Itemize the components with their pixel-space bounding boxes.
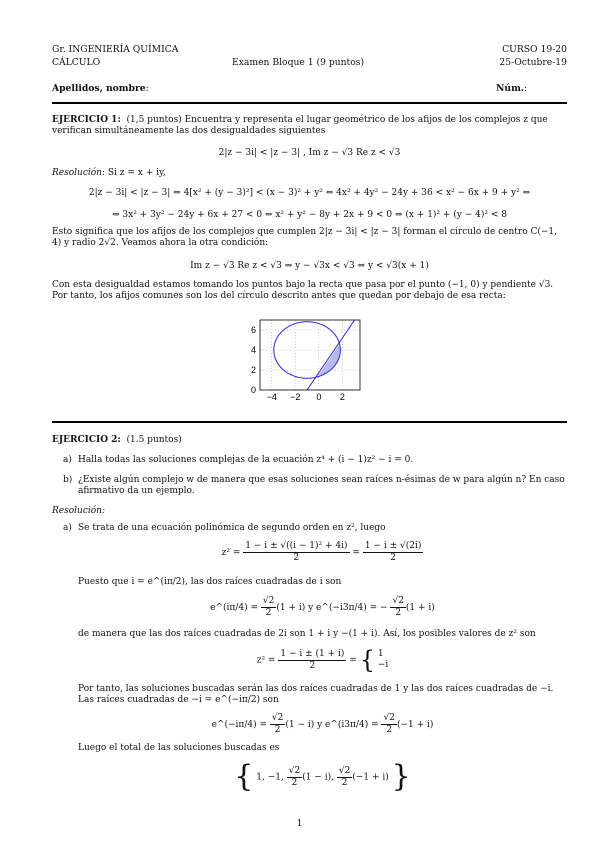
course-group: Gr. INGENIERÍA QUÍMICA: [52, 44, 179, 55]
exercise-1-resolution-intro: Resolución: Si z = x + iy,: [52, 168, 166, 178]
circle-curve: [274, 322, 341, 379]
right-brace-icon: }: [391, 759, 411, 794]
sentence-roots-of-i: Puesto que i = e^(iπ/2), las dos raíces cuadradas de i son: [78, 577, 342, 587]
left-brace-icon: {: [234, 759, 254, 794]
sentence-roots-of-2i: de manera que las dos raíces cuadradas de 2i son 1 + i y −(1 + i). Así, los posibles valores de z² son: [78, 629, 536, 639]
equation-roots-of-minus-i: e^(−iπ/4) = $\frac{√2}{2}$ (1 − i) y e^(i3π/4) = $\frac{√2}{2}$ (−1 + i): [211, 713, 434, 735]
exercise-1-statement: EJERCICIO 1: (1,5 puntos) Encuentra y representa el lugar geométrico de los afijos de los complejos z que verifican simultáneamente las dos desigualdades siguientes: [52, 115, 548, 137]
y-tick-label: 4: [250, 345, 256, 355]
solution-set: { 1, −1, $\frac{√2}{2}$ (1 − i), $\frac{√2}{2}$ (−1 + i) }: [234, 759, 411, 794]
sentence-total-solutions: Luego el total de las soluciones buscadas es: [78, 743, 280, 753]
y-tick-label: 6: [250, 325, 256, 335]
exercise-1-step-3: Im z − √3 Re z < √3 ⇔ y − √3x < √3 ⇔ y < √3(x + 1): [190, 261, 429, 271]
x-tick-label: 0: [316, 392, 322, 402]
item-b-statement: ¿Existe algún complejo w de manera que esas soluciones sean raíces n-ésimas de w para algún n? En caso afirmativo da un ejemplo.: [78, 475, 565, 497]
exercise-1-inequalities: 2|z − 3i| < |z − 3| , Im z − √3 Re z < √3: [218, 148, 401, 158]
equation-z-squared: z² = $\frac{\text{1 − i ± √((i − 1)² + 4i)}}{2}$ = $\frac{1 - i \pm √(2i)}{2}$: [221, 541, 422, 563]
x-tick-label: −2: [290, 392, 301, 402]
sentence-final-roots: Por tanto, las soluciones buscadas serán las dos raíces cuadradas de 1 y las dos raíces cuadradas de −i. Las raíces cuadradas de −i = e^(−iπ/2) son: [78, 684, 554, 706]
brace-icon: {: [359, 646, 375, 674]
y-tick-label: 2: [250, 365, 256, 375]
page-number: 1: [296, 818, 303, 829]
item-a-marker: a): [63, 455, 72, 465]
exercise-2-resolution-label: Resolución:: [52, 506, 105, 516]
resolution-a-intro: Se trata de una ecuación polinómica de segundo orden en z², luego: [78, 523, 386, 533]
exam-title: Examen Bloque 1 (9 puntos): [232, 57, 365, 68]
exercise-1-step-1: 2|z − 3i| < |z − 3| ⇔ 4[x² + (y − 3)²] < (x − 3)² + y² ⇔ 4x² + 4y² − 24y + 36 < x² − 6x + 9 + y² ⇔: [88, 188, 531, 198]
item-b-marker: b): [63, 475, 73, 485]
x-tick-label: 2: [339, 392, 345, 402]
y-tick-label: 0: [250, 385, 256, 395]
header-divider: [52, 102, 567, 104]
exercise-2-heading: EJERCICIO 2: (1.5 puntos): [52, 435, 182, 445]
region-plot: [240, 312, 370, 408]
exercise-divider: [52, 421, 567, 423]
item-a-statement: Halla todas las soluciones complejas de la ecuación z⁴ + (i − 1)z² − i = 0.: [78, 455, 414, 465]
course-year: CURSO 19-20: [502, 44, 567, 55]
name-field-label: Apellidos, nombre:: [52, 83, 149, 94]
exercise-1-circle-paragraph: Esto significa que los afijos de los complejos que cumplen 2|z − 3i| < |z − 3| forman el círculo de centro C(−1, 4) y radio 2√2. Veamos ahora la otra condición:: [52, 227, 558, 249]
number-field-label: Núm.:: [496, 83, 528, 94]
resolution-a-marker: a): [63, 523, 72, 533]
subject: CÁLCULO: [52, 57, 101, 68]
exam-date: 25-Octubre-19: [499, 57, 567, 68]
exercise-1-step-2: ⇔ 3x² + 3y² − 24y + 6x + 27 < 0 ⇔ x² + y² − 8y + 2x + 9 < 0 ⇔ (x + 1)² + (y − 4)² < 8: [112, 210, 507, 220]
equation-roots-of-i: e^(iπ/4) = $\frac{√2}{2}$ (1 + i) y e^(−i3π/4) = − $\frac{√2}{2}$ (1 + i): [210, 596, 435, 618]
plot-grid: [260, 320, 360, 390]
x-tick-label: −4: [266, 392, 277, 402]
equation-z-squared-values: z² = $\frac{1 - i \pm (1 + i)}{2}$ = { 1 −i: [256, 646, 389, 674]
plot-frame: [260, 320, 360, 390]
exercise-1-region-paragraph: Con esta desigualdad estamos tomando los puntos bajo la recta que pasa por el punto (−1, 0) y pendiente √3. Por tanto, los afijos comunes son los del círculo descrito antes que quedan por debajo de esa recta:: [52, 280, 554, 302]
